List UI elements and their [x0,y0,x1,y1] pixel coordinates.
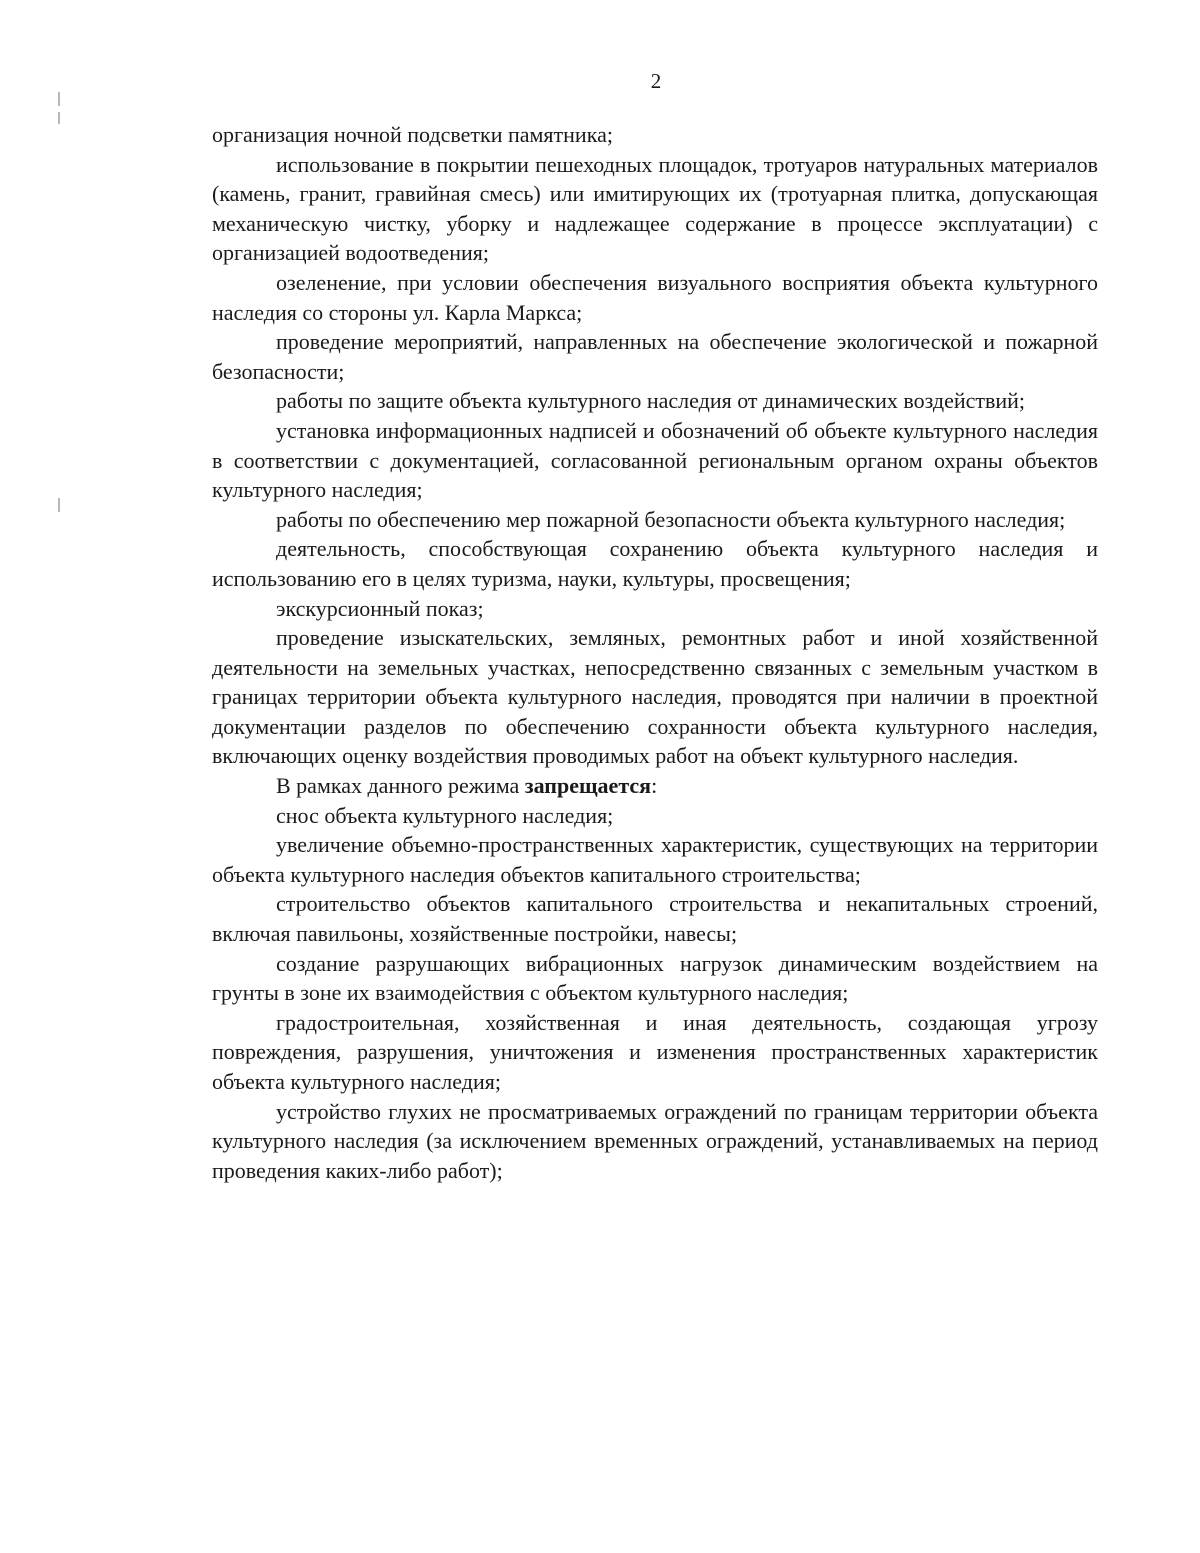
page-number: 2 [650,69,662,93]
paragraph-dynamic-protection: работы по защите объекта культурного наследия от динамических воздействий; [276,388,1026,414]
paragraph-tourism-activity: деятельность, способствующая сохранению объекта культурного наследия и использованию его в целях туризма, науки, культуры, просвещения; [212,536,1098,591]
prohibited-item-construction: строительство объектов капитального строительства и некапитальных строений, включая павильоны, хозяйственные постройки, навесы; [212,891,1098,947]
prohibited-heading [212,771,1098,801]
scan-artifact-mark [58,112,60,124]
paragraph-safety-measures: проведение мероприятий, направленных на обеспечение экологической и пожарной безопасности; [212,329,1098,384]
prohibited-keyword: запрещается [524,773,652,799]
paragraph-fire-safety: работы по обеспечению мер пожарной безопасности объекта культурного наследия; [276,506,1066,532]
paragraph-paving-materials: использование в покрытии пешеходных площадок, тротуаров натуральных материалов (камень, гранит, гравийная смесь) или имитирующих их (тротуарная плитка, допускающая механическую чистку, уборку и надлежащее содержание в процессе эксплуатации) с организацией водоотведения; [212,151,1098,266]
prohibited-item-demolition: снос объекта культурного наследия; [276,802,614,828]
prohibited-heading-intro: В рамках данного режима [276,773,525,799]
paragraph-excursion: экскурсионный показ; [276,595,484,621]
scan-artifact-mark [58,92,60,106]
scan-artifact-mark [58,498,60,512]
paragraph-information-signs: установка информационных надписей и обозначений об объекте культурного наследия в соответствии с документацией, согласованной региональным органом охраны объектов культурного наследия; [212,417,1098,503]
paragraph-earthworks: проведение изыскательских, земляных, ремонтных работ и иной хозяйственной деятельности на земельных участках, непосредственно связанных с земельным участком в границах территории объекта культурного наследия, проводятся при наличии в проектной документации разделов по обеспечению сохранности объекта культурного наследия, включающих оценку воздействия проводимых работ на объект культурного наследия. [212,625,1098,769]
document-body [212,120,1098,1185]
prohibited-item-damaging-activity: градостроительная, хозяйственная и иная деятельность, создающая угрозу повреждения, разрушения, уничтожения и изменения пространственных характеристик объекта культурного наследия; [212,1009,1098,1094]
prohibited-item-vibration-loads: создание разрушающих вибрационных нагрузок динамическим воздействием на грунты в зоне их взаимодействия с объектом культурного наследия; [212,950,1098,1006]
prohibited-heading-colon: : [651,773,658,799]
paragraph-landscaping: озеленение, при условии обеспечения визуального восприятия объекта культурного наследия со стороны ул. Карла Маркса; [212,269,1098,325]
paragraph-night-lighting: организация ночной подсветки памятника; [212,122,613,147]
prohibited-item-solid-fences: устройство глухих не просматриваемых ограждений по границам территории объекта культурного наследия (за исключением временных ограждений, устанавливаемых на период проведения каких-либо работ); [212,1098,1098,1183]
prohibited-item-volume-increase: увеличение объемно-пространственных характеристик, существующих на территории объекта культурного наследия объектов капитального строительства; [212,832,1098,887]
